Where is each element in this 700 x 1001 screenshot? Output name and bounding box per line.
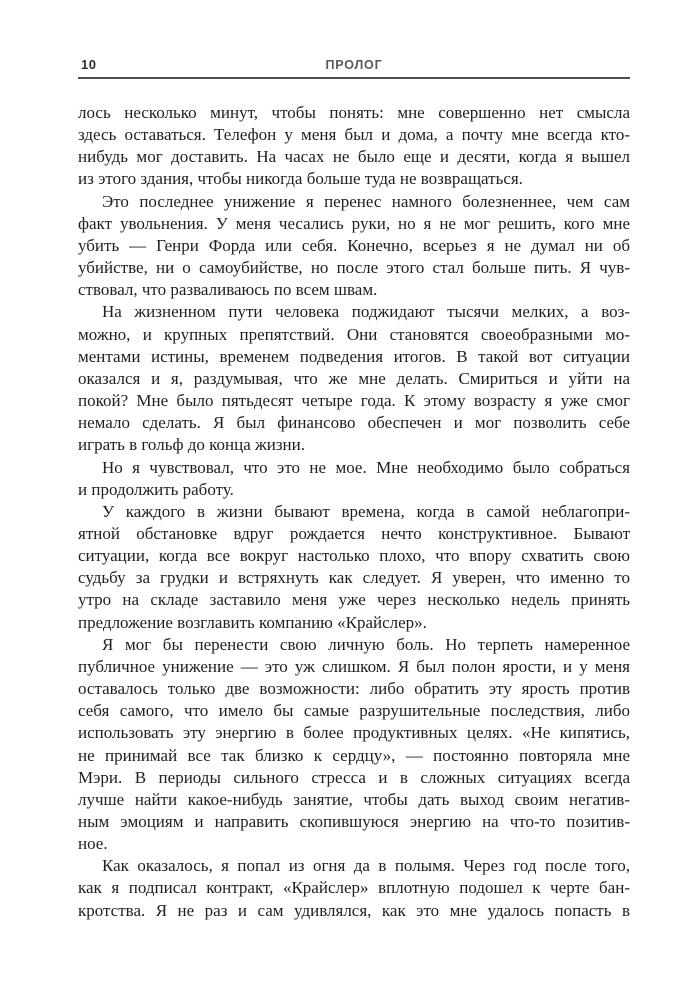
text-line: У каждого в жизни бывают времена, когда в самой неблагопри- [102, 501, 630, 521]
text-line: Но я чувствовал, что это не мое. Мне необходимо было собраться [102, 457, 630, 477]
text-line: Как оказалось, я попал из огня да в полымя. Через год после того, [102, 856, 630, 876]
running-head-title: ПРОЛОГ [325, 58, 383, 72]
text-line: здесь оставаться. Телефон у меня был и дома, а почту мне всегда кто- [78, 125, 630, 145]
text-line: ситуации, когда все вокруг настолько плохо, что впору схватить свою [78, 546, 630, 566]
text-line: ствовал, что разваливаюсь по всем швам. [78, 280, 378, 300]
text-line: ное. [78, 834, 108, 854]
paragraph [78, 634, 630, 856]
text-line: лучше найти какое-нибудь занятие, чтобы дать выход своим негатив- [78, 789, 630, 809]
text-line: утро на складе заставило меня уже через несколько недель принять [78, 590, 630, 610]
text-line: играть в гольф до конца жизни. [78, 435, 306, 455]
text-line: можно, и крупных препятствий. Они становятся своеобразными мо- [78, 324, 630, 344]
text-line: и продолжить работу. [78, 479, 234, 499]
text-line: оказался и я, раздумывая, что же мне делать. Смириться и уйти на [78, 368, 630, 388]
paragraph [78, 301, 630, 456]
text-line: как я подписал контракт, «Крайслер» вплотную подошел к черте бан- [78, 878, 630, 898]
paragraph [78, 501, 630, 634]
text-line: ятной обстановке вдруг рождается нечто конструктивное. Бывают [78, 523, 630, 543]
text-line: оставалось только две возможности: либо обратить эту ярость против [78, 679, 630, 699]
text-line: кротства. Я не раз и сам удивлялся, как это мне удалось попасть в [78, 900, 630, 920]
page-header [78, 56, 630, 79]
text-line: предложение возглавить компанию «Крайслер». [78, 612, 427, 632]
text-line: убить — Генри Форда или себя. Конечно, всерьез я не думал ни об [78, 235, 630, 255]
paragraph [78, 457, 630, 501]
text-line: Мэри. В периоды сильного стресса и в сложных ситуациях всегда [78, 767, 630, 787]
page-body [78, 102, 630, 922]
text-line: не принимай все так близко к сердцу», — постоянно повторяла мне [78, 745, 630, 765]
text-line: использовать эту энергию в более продуктивных целях. «Не кипятись, [78, 723, 630, 743]
text-line: На жизненном пути человека поджидают тысячи мелких, а воз- [102, 302, 630, 322]
text-line: Я мог бы перенести свою личную боль. Но терпеть намеренное [102, 634, 630, 654]
paragraph [78, 191, 630, 302]
text-line: судьбу за грудки и встряхнуть как следует. Я уверен, что именно то [78, 568, 630, 588]
text-line: покой? Мне было пятьдесят четыре года. К этому возрасту я уже смог [78, 391, 630, 411]
text-line: нибудь мог доставить. На часах не было еще и десяти, когда я вышел [78, 147, 630, 167]
text-line: из этого здания, чтобы никогда больше туда не возвращаться. [78, 169, 523, 189]
paragraph [78, 102, 630, 191]
paragraph [78, 855, 630, 921]
page-number: 10 [81, 57, 97, 72]
text-line: немало сделать. Я был финансово обеспечен и мог позволить себе [78, 413, 630, 433]
text-line: факт увольнения. У меня чесались руки, но я не мог решить, кого мне [78, 213, 630, 233]
text-line: убийстве, ни о самоубийстве, но после этого стал больше пить. Я чув- [78, 258, 630, 278]
text-line: ментами истины, временем подведения итогов. В такой вот ситуации [78, 346, 630, 366]
text-line: лось несколько минут, чтобы понять: мне совершенно нет смысла [78, 103, 630, 122]
text-line: ным эмоциям и направить скопившуюся энергию на что-то позитив- [78, 812, 630, 831]
text-line: публичное унижение — это уж слишком. Я был полон ярости, и у меня [78, 656, 630, 676]
text-line: себя самого, что имело бы самые разрушительные последствия, либо [78, 701, 630, 721]
text-line: Это последнее унижение я перенес намного болезненнее, чем сам [102, 191, 630, 211]
